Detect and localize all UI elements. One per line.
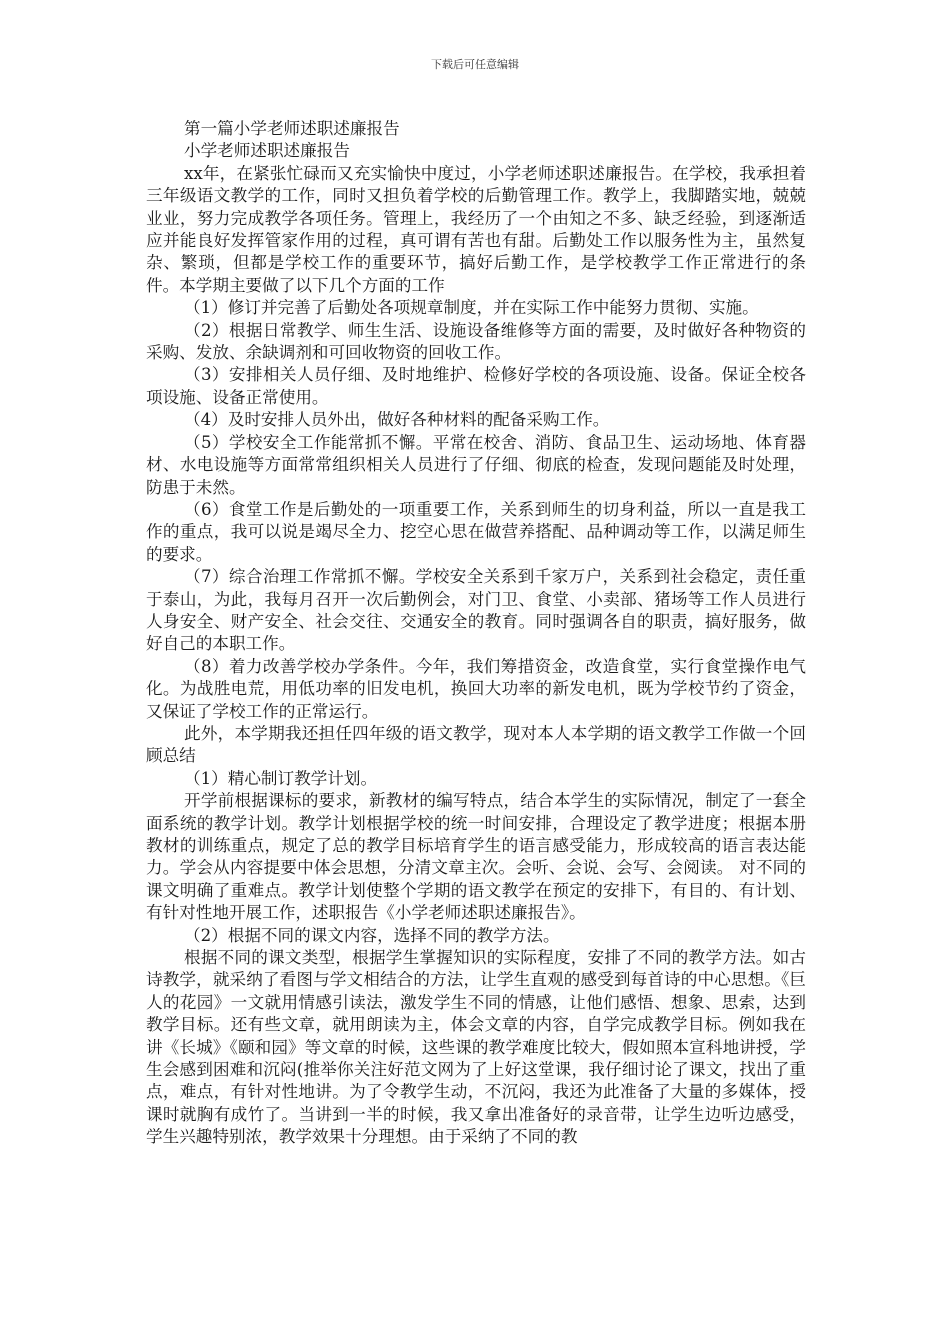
paragraph-teaching-plan: 开学前根据课标的要求，新教材的编写特点，结合本学生的实际情况，制定了一套全面系统的教学计划。教学计划根据学校的统一时间安排，合理设定了教学进度；根据本册教材的训练重点，规定了总的教学目标培育学生的语言感受能力，形成较高的语言表达能力。学会从内容提要中体会思想，分清文章主次。会听、会说、会写、会阅读。 对不同的课文明确了重难点。教学计划使整个学期的语文教学在预定的安排下，有目的、有计划、有针对性地开展工作，述职报告《小学老师述职述廉报告》。 [146,791,806,923]
paragraph-item-4: （4）及时安排人员外出，做好各种材料的配备采购工作。 [184,410,610,430]
paragraph-item-8: （8）着力改善学校办学条件。今年，我们筹措资金，改造食堂，实行食堂操作电气化。为战胜电荒，用低功率的旧发电机，换回大功率的新发电机，既为学校节约了资金，又保证了学校工作的正常运行。 [146,656,806,721]
paragraph-item-7: （7）综合治理工作常抓不懈。学校安全关系到千家万户，关系到社会稳定，责任重于泰山，为此，我每月召开一次后勤例会，对门卫、食堂、小卖部、猪场等工作人员进行人身安全、财产安全、社会交往、交通安全的教育。同时强调各自的职责，搞好服务，做好自己的本职工作。 [146,567,806,654]
paragraph-intro: xx年，在紧张忙碌而又充实愉快中度过，小学老师述职述廉报告。在学校，我承担着三年级语文教学的工作，同时又担负着学校的后勤管理工作。教学上，我脚踏实地，兢兢业业，努力完成教学各项任务。管理上，我经历了一个由知之不多、缺乏经验，到逐渐适应并能良好发挥管家作用的过程，真可谓有苦也有甜。后勤处工作以服务性为主，虽然复杂、繁琐，但都是学校工作的重要环节，搞好后勤工作，是学校教学工作正常进行的条件。本学期主要做了以下几个方面的工作 [146,163,806,295]
page-header-note: 下载后可任意编辑 [431,58,519,71]
paragraph-item-3: （3）安排相关人员仔细、及时地维护、检修好学校的各项设施、设备。保证全校各项设施、设备正常使用。 [146,365,806,407]
paragraph-item-2: （2）根据日常教学、师生生活、设施设备维修等方面的需要，及时做好各种物资的采购、发放、余缺调剂和可回收物资的回收工作。 [146,320,806,363]
paragraph-item-6: （6）食堂工作是后勤处的一项重要工作，关系到师生的切身利益，所以一直是我工作的重点，我可以说是竭尽全力、挖空心思在做营养搭配、品种调动等工作，以满足师生的要求。 [146,499,806,564]
paragraph-teaching-heading-2: （2）根据不同的课文内容，选择不同的教学方法。 [184,925,560,945]
paragraph-teaching-intro: 此外，本学期我还担任四年级的语文教学，现对本人本学期的语文教学工作做一个回顾总结 [146,723,806,766]
paragraph-teaching-methods: 根据不同的课文类型，根据学生掌握知识的实际程度，安排了不同的教学方法。如古诗教学，就采纳了看图与学文相结合的方法，让学生直观的感受到每首诗的中心思想。《巨人的花园》一文就用情感引读法，激发学生不同的情感，让他们感悟、想象、思索，达到教学目标。还有些文章，就用朗读为主，体会文章的内容，自学完成教学目标。例如我在讲《长城》《颐和园》等文章的时候，这些课的教学难度比较大，假如照本宣科地讲授，学生会感到困难和沉闷(推举你关注好范文网为了上好这堂课，我仔细讨论了课文，找出了重点，难点，有针对性地讲。为了令教学生动，不沉闷，我还为此准备了大量的多媒体，授课时就胸有成竹了。当讲到一半的时候，我又拿出准备好的录音带，让学生边听边感受，学生兴趣特别浓，教学效果十分理想。由于采纳了不同的教 [146,948,806,1147]
paragraph-teaching-heading-1: （1）精心制订教学计划。 [184,768,378,788]
document-subtitle: 小学老师述职述廉报告 [184,141,350,161]
document-body [146,118,806,1149]
paragraph-item-1: （1）修订并完善了后勤处各项规章制度，并在实际工作中能努力贯彻、实施。 [184,298,759,318]
paragraph-item-5: （5）学校安全工作能常抓不懈。平常在校舍、消防、食品卫生、运动场地、体育器材、水电设施等方面常常组织相关人员进行了仔细、彻底的检查，发现问题能及时处理，防患于未然。 [146,432,806,497]
document-title: 第一篇小学老师述职述廉报告 [184,119,400,138]
